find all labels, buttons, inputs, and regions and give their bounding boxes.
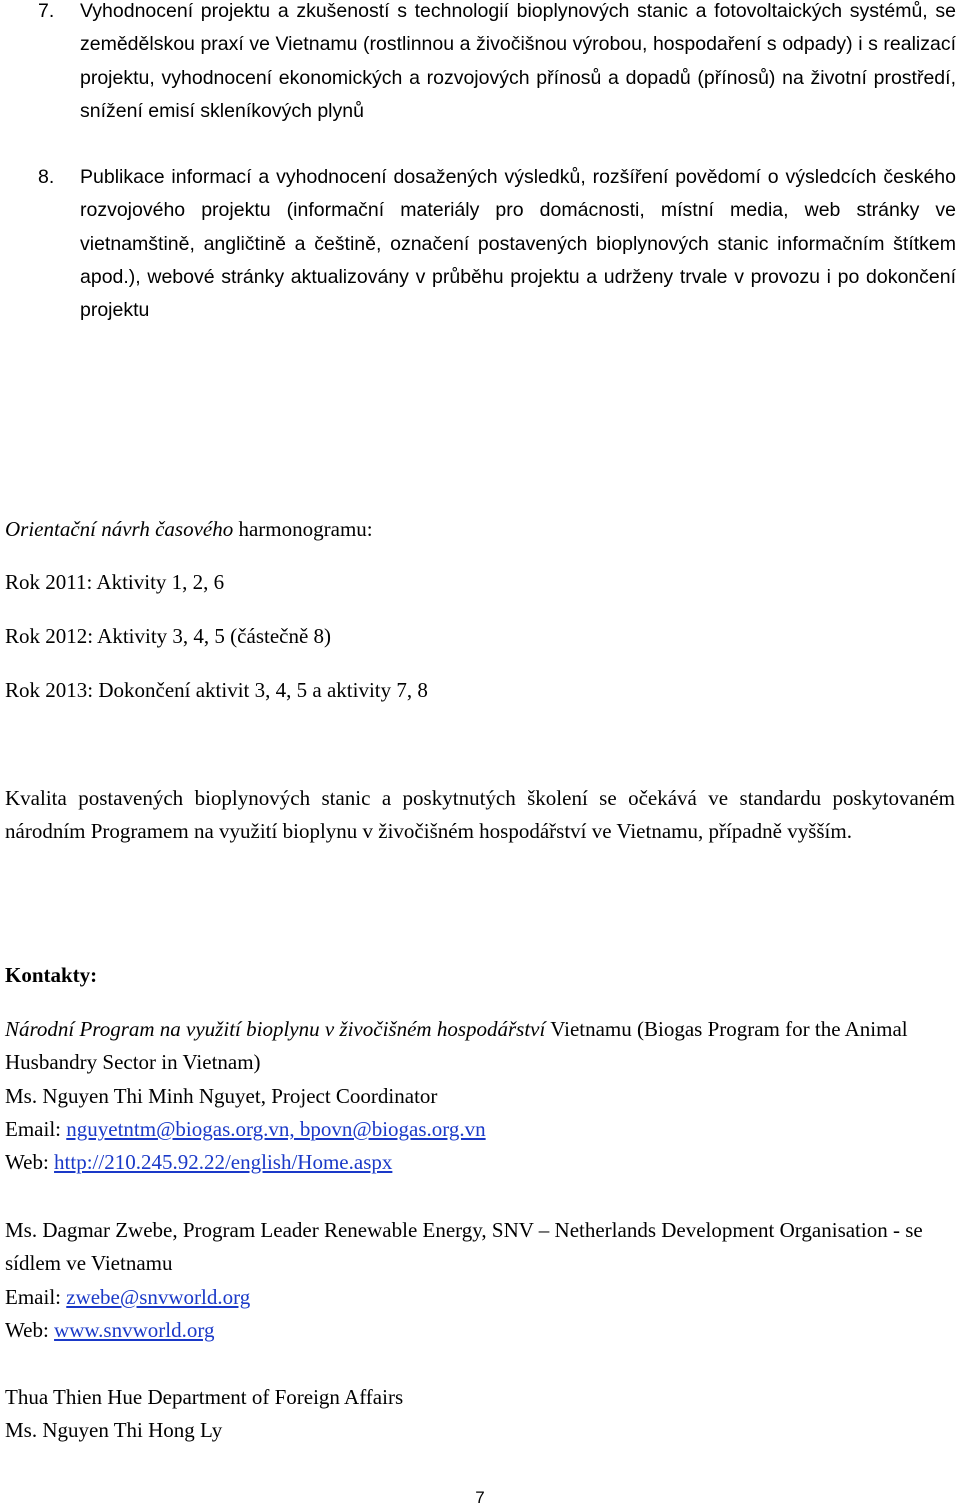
email-link[interactable]: zwebe@snvworld.org [66, 1284, 251, 1309]
contact-email-line [5, 1113, 955, 1146]
web-label: Web: [5, 1317, 55, 1342]
schedule-row [5, 674, 955, 707]
schedule-row [5, 566, 955, 599]
schedule-heading-rest: harmonogramu: [233, 517, 373, 541]
email-label: Email: [5, 1116, 67, 1141]
list-item-8 [38, 161, 956, 327]
contact-web-line [5, 1146, 955, 1179]
program-name-rest: Vietnamu (Biogas Program for the Animal Husbandry Sector in Vietnam) [5, 1017, 908, 1075]
contact-name: Ms. Dagmar Zwebe, Program Leader Renewable Energy, SNV – Netherlands Development Organisation - se sídlem ve Vietnamu [5, 1218, 923, 1276]
schedule-row-2011: Rok 2011: Aktivity 1, 2, 6 [5, 570, 225, 594]
contact-web-line [5, 1314, 955, 1347]
schedule-row-2012: Rok 2012: Aktivity 3, 4, 5 (částečně 8) [5, 624, 332, 648]
contacts-heading [5, 959, 955, 992]
schedule-heading-italic: Orientační návrh časového [5, 517, 234, 541]
list-item-number: 8. [38, 166, 55, 188]
program-name-italic: Národní Program na využití bioplynu v živočišném hospodářství [5, 1017, 546, 1041]
quality-paragraph-text: Kvalita postavených bioplynových stanic a poskytnutých školení se očekává ve standardu poskytovaném národním Programem na využití bioplynu v živočišném hospodářství ve Vietnamu, případně vyšším. [5, 786, 955, 844]
contact-name: Ms. Nguyen Thi Minh Nguyet, Project Coordinator [5, 1083, 438, 1108]
page-number: 7 [475, 1488, 485, 1507]
web-label: Web: [5, 1150, 55, 1175]
email-label: Email: [5, 1284, 67, 1309]
schedule-row-2013: Rok 2013: Dokončení aktivit 3, 4, 5 a aktivity 7, 8 [5, 678, 428, 702]
contact-block-hue [5, 1381, 955, 1448]
schedule-heading [5, 513, 955, 546]
contacts-heading-text: Kontakty: [5, 963, 98, 987]
list-item-text: Publikace informací a vyhodnocení dosažených výsledků, rozšíření povědomí o výsledcích českého rozvojového projektu (informační materiály pro domácnosti, místní media, web stránky ve vietnamštině, angličtině a češtině, označení postavených bioplynových stanic informačním štítkem apod.), webové stránky aktualizovány v průběhu projektu a udrženy trvale v provozu i po dokončení projektu [80, 166, 956, 322]
list-item-number: 7. [38, 0, 55, 22]
email-link[interactable]: nguyetntm@biogas.org.vn, bpovn@biogas.org.vn [66, 1116, 486, 1141]
schedule-row [5, 620, 955, 653]
web-link[interactable]: www.snvworld.org [54, 1317, 215, 1342]
web-link[interactable]: http://210.245.92.22/english/Home.aspx [54, 1150, 393, 1175]
contact-email-line [5, 1281, 955, 1314]
quality-paragraph [5, 782, 955, 849]
list-item-7 [38, 0, 956, 128]
contact-block-program [5, 1013, 955, 1179]
contact-block-snv [5, 1214, 955, 1347]
contact-name: Ms. Nguyen Thi Hong Ly [5, 1418, 223, 1443]
list-item-text: Vyhodnocení projektu a zkušeností s technologií bioplynových stanic a fotovoltaických systémů, se zemědělskou praxí ve Vietnamu (rostlinnou a živočišnou výrobou, hospodaření s odpady) i s realizací projektu, vyhodnocení ekonomických a rozvojových přínosů a dopadů (přínosů) na životní prostředí, snížení emisí skleníkových plynů [80, 0, 956, 122]
contact-organisation: Thua Thien Hue Department of Foreign Affairs [5, 1385, 404, 1409]
